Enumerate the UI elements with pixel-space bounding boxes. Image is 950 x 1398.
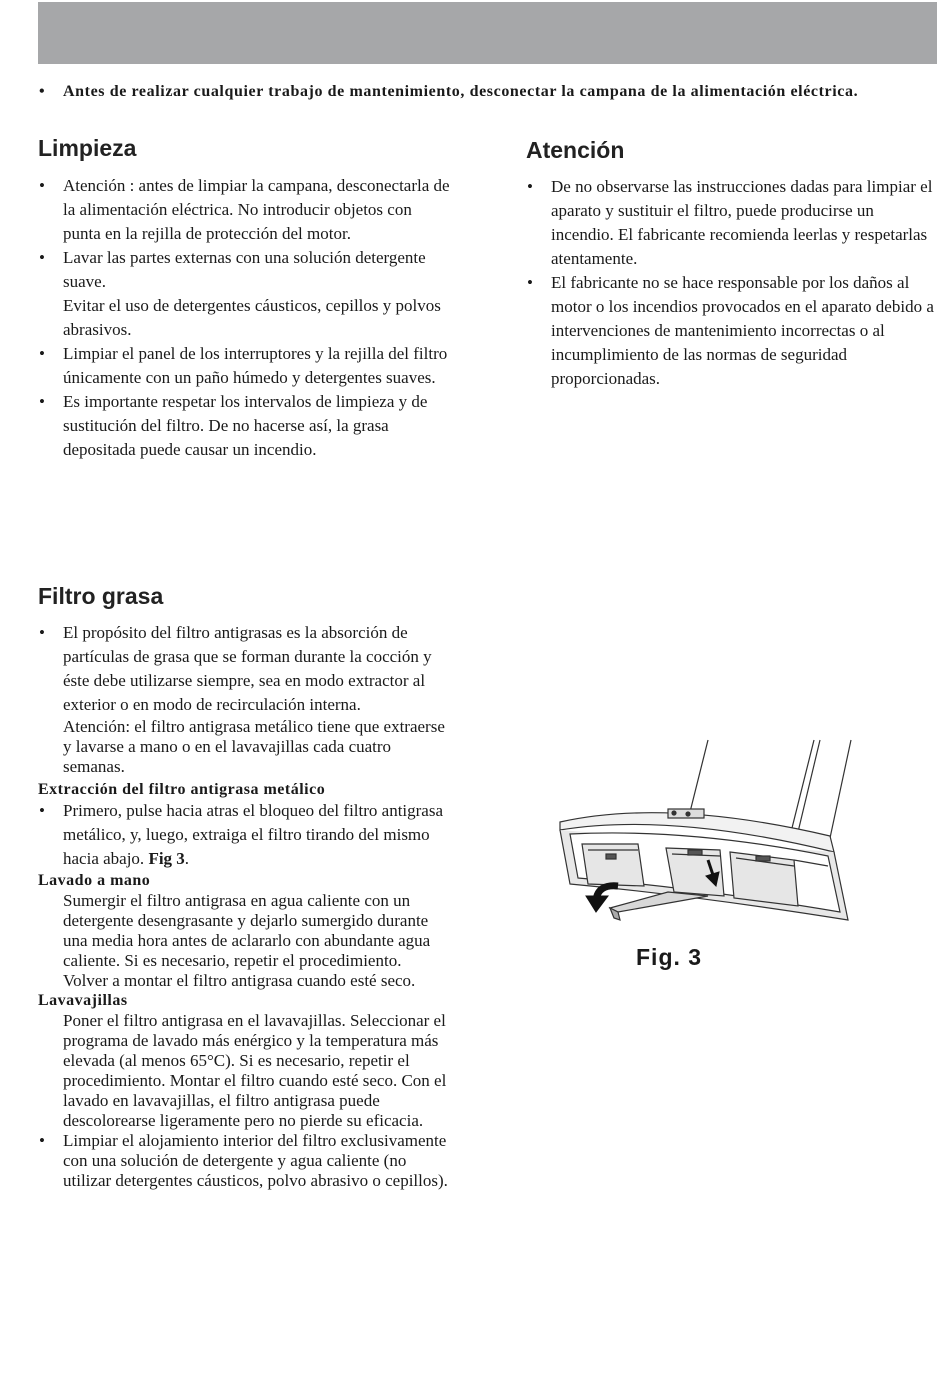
list-item: • El fabricante no se hace responsable por los daños al motor o los incendios provocados en el aparato debido a intervenciones de mantenimiento incorrectas o al incumplimiento de las normas de seguridad proporcionadas. [526,271,934,391]
list-item-text: Evitar el uso de detergentes cáusticos, cepillos y polvos abrasivos. [63,296,441,339]
extraccion-text: Primero, pulse hacia atras el bloqueo del filtro antigrasa metálico, y, luego, extraiga el filtro tirando del mismo hacia abajo. [63,801,444,868]
lavavajillas-heading: Lavavajillas [38,992,128,1009]
atencion-list [526,175,934,391]
filtro-intro-note: Atención: el filtro antigrasa metálico tiene que extraerse y lavarse a mano o en el lavavajillas cada cuatro semanas. [63,717,445,776]
list-item: • De no observarse las instrucciones dadas para limpiar el aparato y sustituir el filtro, puede producirse un incendio. El fabricante recomienda leerlas y respetarlas atentamente. [526,175,934,271]
lavavajillas-text: Poner el filtro antigrasa en el lavavajillas. Seleccionar el programa de lavado más enérgico y la temperatura más elevada (al menos 65°C). Si es necesario, repetir el procedimiento. Montar el filtro cuando esté seco. Con el lavado en lavavajillas, el filtro antigrasa puede descolorearse ligeramente pero no pierde su eficacia. [63,1011,447,1130]
header-bar [38,2,937,64]
top-warning [38,80,918,103]
fig-reference: Fig 3 [148,849,185,868]
filtro-content [38,621,450,1191]
list-item: • Limpiar el panel de los interruptores y la rejilla del filtro únicamente con un paño húmedo y detergentes suaves. [38,342,450,390]
section-title-limpieza: Limpieza [38,135,137,161]
lavado-text: Sumergir el filtro antigrasa en agua caliente con un detergente desengrasante y dejarlo sumergido durante una media hora antes de aclararlo con abundante agua caliente. Si es necesario, repetir el procedimiento. Volver a montar el filtro antigrasa cuando esté seco. [63,891,431,990]
list-item [38,621,450,777]
list-item [38,246,450,342]
list-item: • Primero, pulse hacia atras el bloqueo del filtro antigrasa metálico, y, luego, extraiga el filtro tirando del mismo hacia abajo. Fig 3. [38,799,450,871]
top-warning-text: • Antes de realizar cualquier trabajo de mantenimiento, desconectar la campana de la alimentación eléctrica. [38,80,918,103]
section-title-filtro: Filtro grasa [38,583,164,609]
list-item: • Es importante respetar los intervalos de limpieza y de sustitución del filtro. De no hacerse así, la grasa depositada puede causar un incendio. [38,390,450,462]
list-item: • Atención : antes de limpiar la campana, desconectarla de la alimentación eléctrica. No introducir objetos con punta en la rejilla de protección del motor. [38,174,450,246]
figure-caption: Fig. 3 [636,944,703,970]
lavado-heading: Lavado a mano [38,872,151,889]
list-item-text: • Lavar las partes externas con una solución detergente suave. [63,248,426,291]
limpieza-list [38,174,450,462]
list-item: • Limpiar el alojamiento interior del filtro exclusivamente con una solución de detergente y agua caliente (no utilizar detergentes cáusticos, polvo abrasivo o cepillos). [38,1131,450,1191]
section-title-atencion: Atención [526,137,625,163]
extraccion-heading: Extracción del filtro antigrasa metálico [38,781,326,798]
filtro-intro: • El propósito del filtro antigrasas es la absorción de partículas de grasa que se forman durante la cocción y éste debe utilizarse siempre, sea en modo extractor al exterior o en modo de recirculación interna. [63,623,432,714]
hood-filter-illustration [548,736,888,936]
